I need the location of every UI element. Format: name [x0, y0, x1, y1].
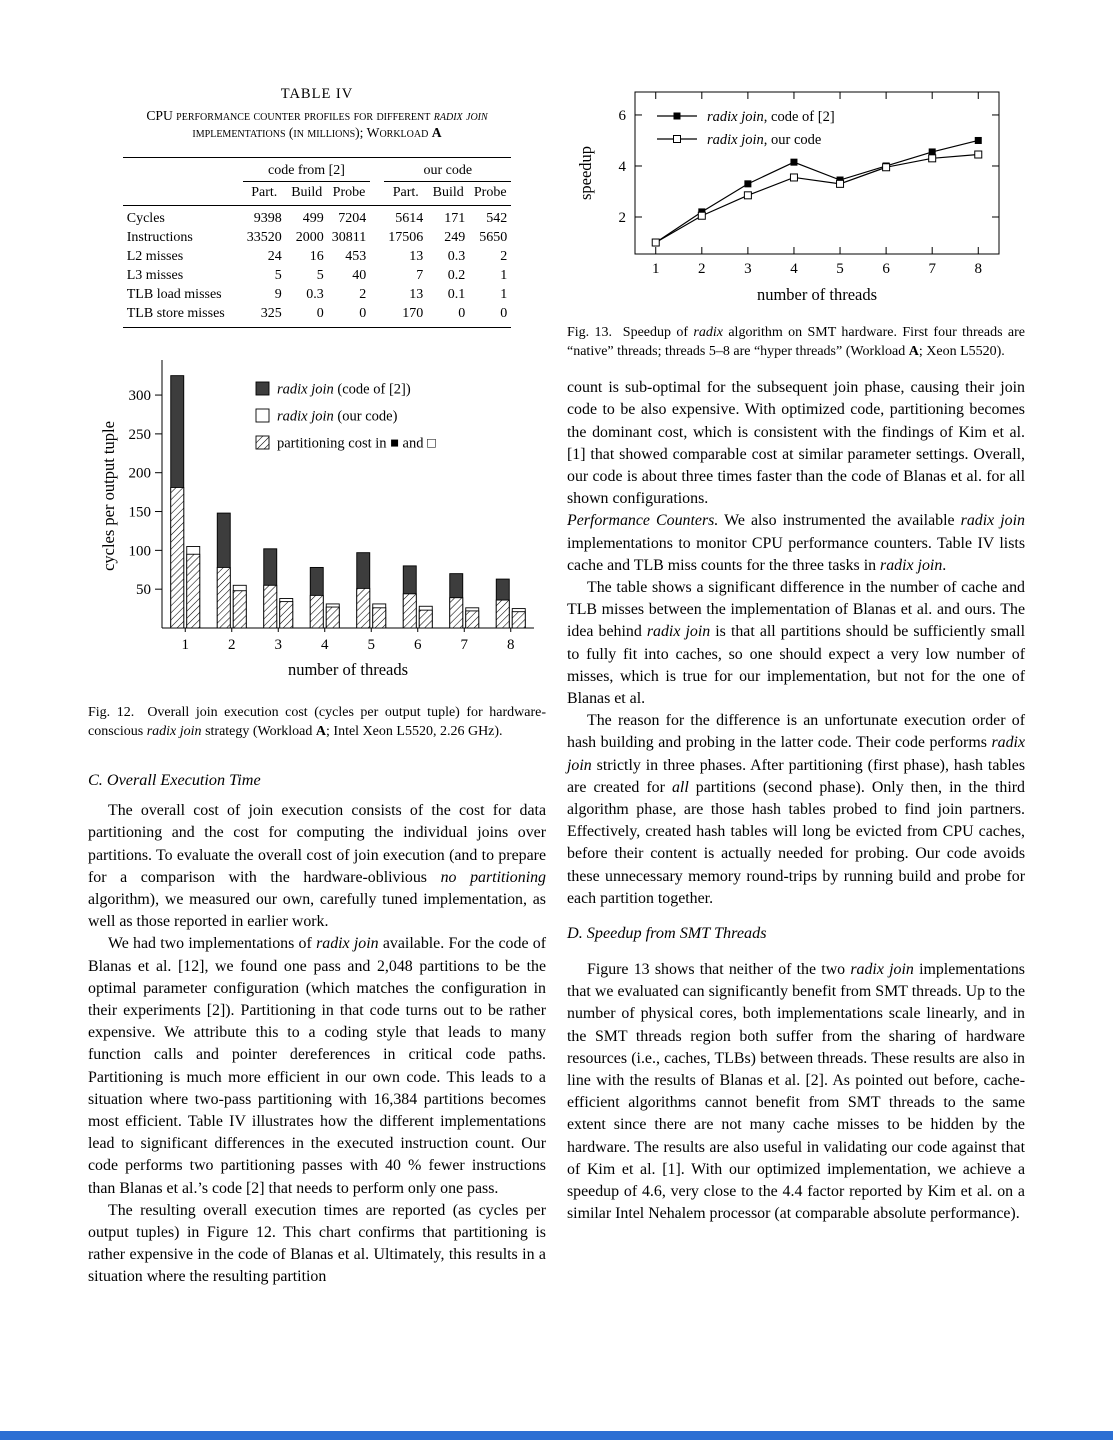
- paragraph: Figure 13 shows that neither of the two radix join implementations that we evaluated can significantly benefit from SMT threads. Up to the number of physical cores, both implementations scale linearly, and in the SMT threads region both suffer from the sharing of hardware resources (i.e., caches, TLBs) between threads. These results are also in line with the results of Blanas et al. [2]. As pointed out before, cache-efficient algorithms cannot benefit from SMT threads to the same extent since there are not many cache misses to be hidden by the hardware. The results are also useful in validating our code against that of Kim et al. [1]. With our optimized implementation, we achieve a speedup of 4.6, very close to the 4.4 factor reported by Kim et al. on a similar Intel Nehalem processor (at comparable absolute performance).: [567, 961, 1025, 1223]
- row-label: TLB store misses: [123, 305, 243, 328]
- table4-row: [123, 267, 511, 286]
- table4-group-row: [123, 158, 511, 182]
- svg-text:3: 3: [744, 261, 752, 277]
- svg-text:8: 8: [507, 637, 515, 653]
- table4-header: [123, 158, 511, 206]
- paragraph: The resulting overall execution times are reported (as cycles per output tuples) in Figure 12. This chart confirms that partitioning is rather expensive in the code of Blanas et al. Ultimately, this results in a situation where the resulting partition: [88, 1201, 546, 1286]
- svg-text:4: 4: [321, 637, 329, 653]
- row-value: 325: [243, 305, 286, 328]
- svg-text:4: 4: [618, 158, 626, 175]
- row-value: 16: [309, 249, 324, 264]
- section-d-heading: D. Speedup from SMT Threads: [567, 924, 767, 943]
- fig13-caption: Fig. 13. Speedup of radix algorithm on SMT hardware. First four threads are “native” threads; threads 5–8 are “hyper threads” (Workload A; Xeon L5520).: [567, 325, 1025, 359]
- left-column: [88, 86, 546, 1289]
- svg-text:4: 4: [790, 261, 798, 277]
- row-value: 0: [427, 305, 469, 328]
- row-value: 0: [286, 305, 328, 328]
- paragraph: The reason for the difference is an unfortunate execution order of hash building and probing in the latter code. Their code performs radix join strictly in three phases. After partitioning (first phase), hash tables are created for all partitions (second phase). Only then, in the third algorithm phase, are those hash tables probed to find join partners. Effectively, created hash tables will long be evicted from CPU caches, before their content is actually needed for probing. Our code avoids these unnecessary memory round-trips by running build and probe for each partition together.: [567, 712, 1025, 907]
- svg-text:3: 3: [274, 637, 282, 653]
- row-value: 17506: [388, 230, 424, 245]
- table4-group-1: code from [2]: [243, 158, 370, 182]
- row-value: 499: [302, 211, 324, 226]
- svg-text:speedup: speedup: [576, 145, 595, 201]
- section-c-body: [88, 800, 546, 1288]
- row-value: 0: [469, 305, 511, 328]
- row-label: L2 misses: [126, 249, 184, 264]
- row-value: 1: [500, 287, 508, 302]
- svg-text:250: 250: [128, 426, 151, 443]
- row-value: 30811: [331, 230, 367, 245]
- table4-caption: CPU performance counter profiles for different radix join implementations (in millions); Workload A: [146, 108, 488, 140]
- svg-text:50: 50: [136, 582, 151, 599]
- svg-text:2: 2: [228, 637, 236, 653]
- table4-title: TABLE IV: [280, 86, 354, 102]
- table4-row: [123, 286, 511, 305]
- paragraph: We had two implementations of radix join available. For the code of Blanas et al. [12], we found one pass and 2,048 partitions to be the optimal parameter configuration (which matches the configuration in their experiments [2]). Partitioning in that code turns out to be rather expensive. We attribute this to a coding style that leads to many function calls and pointer dereferences in critical code paths. Partitioning is much more efficient in our own code. This leads to a situation where two-pass partitioning with 16,384 partitions becomes most efficient. Table IV illustrates how the different implementations lead to significant differences in the executed instruction count. Our code performs two partitioning passes with 40 % fewer instructions than Blanas et al.’s code [2] that needs to perform only one pass.: [88, 935, 546, 1197]
- row-value: 0.1: [447, 287, 466, 302]
- row-value: 542: [486, 211, 508, 226]
- row-value: 5614: [395, 211, 424, 226]
- row-value: 7204: [338, 211, 367, 226]
- row-value: 0.3: [306, 287, 324, 302]
- row-value: 0: [328, 305, 370, 328]
- svg-text:6: 6: [882, 261, 890, 277]
- table4-subheader: Part.: [384, 182, 427, 206]
- svg-text:200: 200: [128, 465, 151, 482]
- table4-subheader-row: [123, 182, 511, 206]
- row-label: Instructions: [126, 230, 193, 245]
- svg-text:6: 6: [618, 107, 626, 124]
- row-value: 1: [500, 268, 508, 283]
- paragraph: Performance Counters. We also instrumented the available radix join implementations to monitor CPU performance counters. Table IV lists cache and TLB miss counts for the three tasks in radix join.: [567, 512, 1025, 574]
- table4-row: [123, 248, 511, 267]
- right-column: [567, 78, 1025, 1226]
- row-value: 7: [416, 268, 424, 283]
- row-value: 453: [345, 249, 367, 264]
- svg-text:100: 100: [128, 543, 151, 560]
- fig12-caption: Fig. 12. Overall join execution cost (cycles per output tuple) for hardware-conscious radix join strategy (Workload A; Intel Xeon L5520, 2.26 GHz).: [88, 705, 546, 739]
- svg-text:150: 150: [128, 504, 151, 521]
- row-value: 0.3: [447, 249, 466, 264]
- table4-row: [123, 229, 511, 248]
- svg-text:5: 5: [836, 261, 844, 277]
- svg-text:6: 6: [414, 637, 422, 653]
- fig13-chart: [567, 78, 1025, 315]
- table4-subheader: Part.: [243, 182, 286, 206]
- row-value: 171: [444, 211, 466, 226]
- row-value: 2: [359, 287, 367, 302]
- svg-text:2: 2: [618, 210, 626, 227]
- fig12-figure: [88, 356, 546, 741]
- table4-subheader: Probe: [469, 182, 511, 206]
- row-value: 5650: [479, 230, 508, 245]
- fig13-figure: [567, 78, 1025, 361]
- svg-text:7: 7: [460, 637, 468, 653]
- table4-row: [123, 206, 511, 229]
- row-value: 13: [409, 249, 424, 264]
- row-value: 2000: [295, 230, 324, 245]
- section-c-heading: C. Overall Execution Time: [88, 771, 261, 790]
- paragraph: count is sub-optimal for the subsequent join phase, causing their join code to be also expensive. With optimized code, partitioning becomes the dominant cost, which is consistent with the findings of Kim et al. [1] that showed comparable cost at similar parameter settings. Overall, our code is about three times faster than the code of Blanas et al. for all shown configurations.: [567, 379, 1025, 508]
- svg-text:2: 2: [698, 261, 706, 277]
- svg-text:radix join (our code): radix join (our code): [277, 408, 398, 425]
- svg-text:number of threads: number of threads: [756, 285, 878, 304]
- row-value: 9398: [253, 211, 282, 226]
- table4-subheader: Probe: [328, 182, 370, 206]
- row-value: 5: [316, 268, 324, 283]
- fig12-chart: [88, 356, 546, 695]
- row-value: 5: [274, 268, 282, 283]
- table4-subheader: Build: [286, 182, 328, 206]
- svg-text:5: 5: [367, 637, 375, 653]
- row-value: 13: [409, 287, 424, 302]
- table4-group-2: our code: [384, 158, 511, 182]
- svg-text:radix join, code of [2]: radix join, code of [2]: [707, 109, 835, 125]
- svg-text:8: 8: [974, 261, 983, 277]
- row-label: TLB load misses: [126, 287, 222, 302]
- row-value: 24: [267, 249, 282, 264]
- svg-text:7: 7: [928, 261, 936, 277]
- right-column-body: [567, 377, 1025, 910]
- paragraph: The table shows a significant difference in the number of cache and TLB misses between the implementation of Blanas et al. and ours. The idea behind radix join is that all partitions should be sufficiently small to fully fit into caches, so one should expect a very low number of misses, which is true for our implementation, but not for the one of Blanas et al.: [567, 579, 1025, 708]
- row-value: 9: [274, 287, 282, 302]
- svg-text:cycles per output tuple: cycles per output tuple: [99, 421, 118, 571]
- svg-text:1: 1: [651, 261, 660, 277]
- paragraph: The overall cost of join execution consists of the cost for data partitioning and the cost for computing the individual joins over partitions. To evaluate the overall cost of join execution (and to prepare for a comparison with the hardware-oblivious no partitioning algorithm), we measured our own, carefully tuned implementation, as well as those reported in earlier work.: [88, 802, 547, 931]
- row-value: 2: [500, 249, 508, 264]
- row-label: L3 misses: [126, 268, 184, 283]
- row-value: 249: [444, 230, 466, 245]
- svg-text:radix join, our code: radix join, our code: [707, 132, 822, 148]
- fig12-chart-svg: [88, 356, 548, 690]
- svg-text:300: 300: [128, 388, 151, 405]
- table4: [123, 157, 511, 328]
- table4-subheader: Build: [427, 182, 469, 206]
- row-value: 40: [352, 268, 367, 283]
- row-value: 33520: [246, 230, 282, 245]
- row-value: 0.2: [447, 268, 466, 283]
- svg-text:radix join (code of [2]): radix join (code of [2]): [277, 381, 411, 398]
- table4-body: [123, 206, 511, 328]
- footer-bar: [0, 1431, 1113, 1440]
- fig13-chart-svg: [567, 78, 1023, 310]
- row-label: Cycles: [126, 211, 165, 226]
- svg-text:partitioning cost in ■ and □: partitioning cost in ■ and □: [277, 435, 436, 452]
- table4-row: [123, 305, 511, 328]
- svg-text:number of threads: number of threads: [287, 660, 409, 679]
- row-value: 170: [384, 305, 427, 328]
- svg-text:1: 1: [181, 637, 189, 653]
- section-d-body: [567, 959, 1025, 1225]
